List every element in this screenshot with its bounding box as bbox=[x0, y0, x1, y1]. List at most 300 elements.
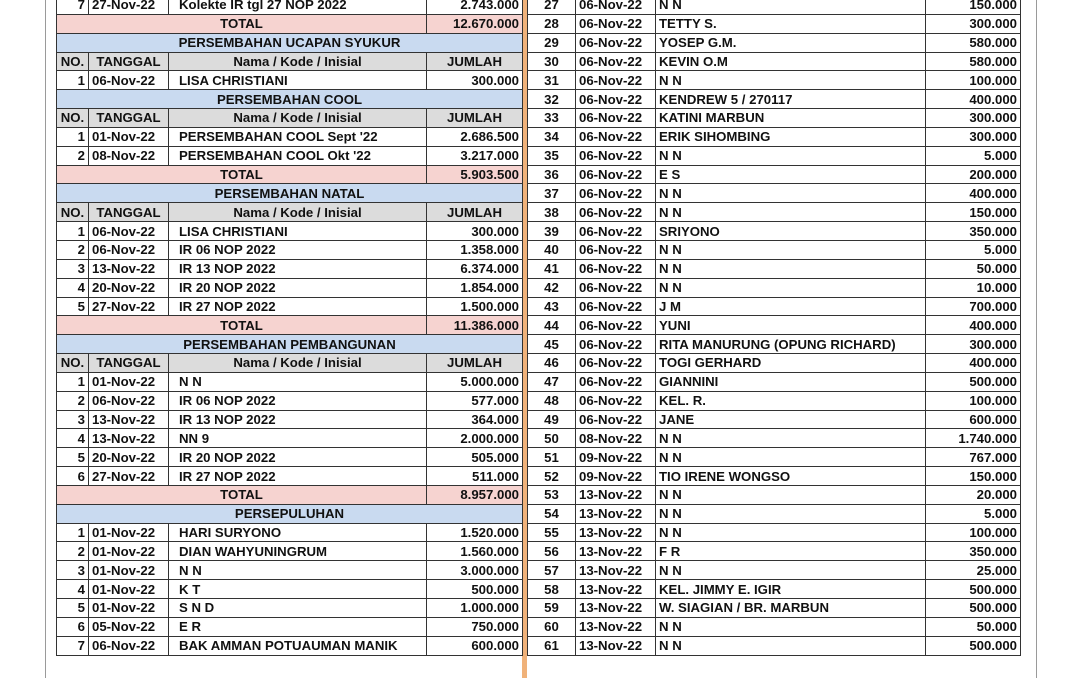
row-amount: 150.000 bbox=[926, 467, 1021, 486]
row-date: 06-Nov-22 bbox=[576, 354, 656, 373]
section-header bbox=[57, 335, 523, 354]
table-row bbox=[57, 542, 523, 561]
row-amount: 25.000 bbox=[926, 561, 1021, 580]
total-label: TOTAL bbox=[57, 485, 427, 504]
row-amount: 5.000 bbox=[926, 146, 1021, 165]
row-number: 4 bbox=[57, 580, 89, 599]
table-row bbox=[528, 410, 1021, 429]
row-number: 1 bbox=[57, 222, 89, 241]
table-row bbox=[528, 297, 1021, 316]
row-date: 27-Nov-22 bbox=[89, 0, 169, 14]
row-amount: 300.000 bbox=[926, 109, 1021, 128]
row-date: 01-Nov-22 bbox=[89, 542, 169, 561]
row-date: 27-Nov-22 bbox=[89, 297, 169, 316]
row-amount: 600.000 bbox=[926, 410, 1021, 429]
row-number: 31 bbox=[528, 71, 576, 90]
row-name: KEVIN O.M bbox=[656, 52, 926, 71]
row-number: 51 bbox=[528, 448, 576, 467]
row-amount: 300.000 bbox=[926, 14, 1021, 33]
table-row bbox=[528, 184, 1021, 203]
row-date: 08-Nov-22 bbox=[89, 146, 169, 165]
table-row bbox=[57, 561, 523, 580]
table-row bbox=[528, 372, 1021, 391]
row-date: 06-Nov-22 bbox=[576, 240, 656, 259]
row-name: LISA CHRISTIANI bbox=[169, 222, 427, 241]
row-amount: 3.217.000 bbox=[427, 146, 523, 165]
row-name: E S bbox=[656, 165, 926, 184]
row-name: RITA MANURUNG (OPUNG RICHARD) bbox=[656, 335, 926, 354]
row-amount: 6.374.000 bbox=[427, 259, 523, 278]
row-amount: 500.000 bbox=[926, 636, 1021, 655]
row-date: 06-Nov-22 bbox=[89, 636, 169, 655]
row-number: 36 bbox=[528, 165, 576, 184]
row-name: JANE bbox=[656, 410, 926, 429]
row-date: 06-Nov-22 bbox=[89, 391, 169, 410]
section-header bbox=[57, 504, 523, 523]
row-number: 58 bbox=[528, 580, 576, 599]
row-number: 3 bbox=[57, 259, 89, 278]
row-name: GIANNINI bbox=[656, 372, 926, 391]
row-number: 39 bbox=[528, 222, 576, 241]
row-date: 13-Nov-22 bbox=[576, 617, 656, 636]
row-name: IR 13 NOP 2022 bbox=[169, 259, 427, 278]
row-name: F R bbox=[656, 542, 926, 561]
row-date: 27-Nov-22 bbox=[89, 467, 169, 486]
row-name: N N bbox=[656, 523, 926, 542]
row-name: ERIK SIHOMBING bbox=[656, 127, 926, 146]
row-date: 06-Nov-22 bbox=[576, 127, 656, 146]
row-name: SRIYONO bbox=[656, 222, 926, 241]
row-amount: 2.743.000 bbox=[427, 0, 523, 14]
row-date: 20-Nov-22 bbox=[89, 448, 169, 467]
row-amount: 1.500.000 bbox=[427, 297, 523, 316]
row-date: 09-Nov-22 bbox=[576, 448, 656, 467]
header-name: Nama / Kode / Inisial bbox=[169, 354, 427, 373]
row-amount: 577.000 bbox=[427, 391, 523, 410]
row-number: 45 bbox=[528, 335, 576, 354]
header-amount: JUMLAH bbox=[427, 203, 523, 222]
row-name: PERSEMBAHAN COOL Okt '22 bbox=[169, 146, 427, 165]
section-title: PERSEMBAHAN UCAPAN SYUKUR bbox=[57, 33, 523, 52]
row-number: 1 bbox=[57, 372, 89, 391]
right-offering-table bbox=[527, 0, 1021, 656]
row-number: 47 bbox=[528, 372, 576, 391]
row-name: N N bbox=[656, 617, 926, 636]
row-number: 46 bbox=[528, 354, 576, 373]
table-row bbox=[57, 222, 523, 241]
row-name: N N bbox=[656, 259, 926, 278]
row-number: 42 bbox=[528, 278, 576, 297]
row-name: IR 13 NOP 2022 bbox=[169, 410, 427, 429]
total-row bbox=[57, 485, 523, 504]
row-date: 06-Nov-22 bbox=[576, 278, 656, 297]
row-name: KATINI MARBUN bbox=[656, 109, 926, 128]
table-row bbox=[57, 297, 523, 316]
row-amount: 505.000 bbox=[427, 448, 523, 467]
row-number: 53 bbox=[528, 485, 576, 504]
row-date: 06-Nov-22 bbox=[576, 391, 656, 410]
row-date: 01-Nov-22 bbox=[89, 580, 169, 599]
row-name: N N bbox=[656, 429, 926, 448]
table-row bbox=[528, 636, 1021, 655]
header-date: TANGGAL bbox=[89, 109, 169, 128]
header-name: Nama / Kode / Inisial bbox=[169, 203, 427, 222]
row-amount: 1.560.000 bbox=[427, 542, 523, 561]
row-name: TOGI GERHARD bbox=[656, 354, 926, 373]
row-date: 06-Nov-22 bbox=[576, 165, 656, 184]
row-number: 50 bbox=[528, 429, 576, 448]
row-number: 38 bbox=[528, 203, 576, 222]
table-row bbox=[528, 523, 1021, 542]
row-number: 7 bbox=[57, 0, 89, 14]
row-name: LISA CHRISTIANI bbox=[169, 71, 427, 90]
total-amount: 5.903.500 bbox=[427, 165, 523, 184]
row-date: 01-Nov-22 bbox=[89, 523, 169, 542]
table-row bbox=[528, 599, 1021, 618]
row-date: 01-Nov-22 bbox=[89, 599, 169, 618]
row-amount: 1.854.000 bbox=[427, 278, 523, 297]
row-date: 06-Nov-22 bbox=[89, 71, 169, 90]
row-name: TETTY S. bbox=[656, 14, 926, 33]
row-name: IR 06 NOP 2022 bbox=[169, 391, 427, 410]
table-row bbox=[57, 599, 523, 618]
row-amount: 750.000 bbox=[427, 617, 523, 636]
row-number: 7 bbox=[57, 636, 89, 655]
row-date: 06-Nov-22 bbox=[576, 316, 656, 335]
row-amount: 200.000 bbox=[926, 165, 1021, 184]
row-amount: 300.000 bbox=[427, 71, 523, 90]
row-number: 54 bbox=[528, 504, 576, 523]
row-date: 20-Nov-22 bbox=[89, 278, 169, 297]
row-number: 27 bbox=[528, 0, 576, 14]
row-amount: 600.000 bbox=[427, 636, 523, 655]
row-date: 09-Nov-22 bbox=[576, 467, 656, 486]
row-amount: 400.000 bbox=[926, 354, 1021, 373]
header-name: Nama / Kode / Inisial bbox=[169, 52, 427, 71]
table-row bbox=[528, 617, 1021, 636]
row-date: 06-Nov-22 bbox=[89, 222, 169, 241]
row-number: 3 bbox=[57, 410, 89, 429]
row-number: 5 bbox=[57, 448, 89, 467]
row-date: 05-Nov-22 bbox=[89, 617, 169, 636]
row-amount: 50.000 bbox=[926, 617, 1021, 636]
row-date: 06-Nov-22 bbox=[576, 297, 656, 316]
header-amount: JUMLAH bbox=[427, 109, 523, 128]
row-name: N N bbox=[656, 184, 926, 203]
row-amount: 100.000 bbox=[926, 391, 1021, 410]
row-amount: 3.000.000 bbox=[427, 561, 523, 580]
table-row bbox=[528, 316, 1021, 335]
header-no: NO. bbox=[57, 354, 89, 373]
row-number: 56 bbox=[528, 542, 576, 561]
row-name: W. SIAGIAN / BR. MARBUN bbox=[656, 599, 926, 618]
table-row bbox=[57, 259, 523, 278]
table-row bbox=[528, 259, 1021, 278]
row-date: 13-Nov-22 bbox=[576, 504, 656, 523]
row-date: 01-Nov-22 bbox=[89, 561, 169, 580]
row-amount: 100.000 bbox=[926, 71, 1021, 90]
table-row bbox=[528, 109, 1021, 128]
row-date: 13-Nov-22 bbox=[576, 485, 656, 504]
row-name: DIAN WAHYUNINGRUM bbox=[169, 542, 427, 561]
row-amount: 20.000 bbox=[926, 485, 1021, 504]
row-amount: 350.000 bbox=[926, 222, 1021, 241]
row-name: BAK AMMAN POTUAUMAN MANIK bbox=[169, 636, 427, 655]
row-date: 13-Nov-22 bbox=[89, 410, 169, 429]
row-name: N N bbox=[169, 372, 427, 391]
section-header bbox=[57, 184, 523, 203]
row-amount: 400.000 bbox=[926, 316, 1021, 335]
total-amount: 11.386.000 bbox=[427, 316, 523, 335]
row-number: 59 bbox=[528, 599, 576, 618]
row-number: 29 bbox=[528, 33, 576, 52]
row-number: 1 bbox=[57, 523, 89, 542]
row-date: 06-Nov-22 bbox=[576, 410, 656, 429]
row-number: 35 bbox=[528, 146, 576, 165]
row-number: 1 bbox=[57, 71, 89, 90]
table-row bbox=[528, 0, 1021, 14]
row-name: HARI SURYONO bbox=[169, 523, 427, 542]
row-name: IR 20 NOP 2022 bbox=[169, 278, 427, 297]
row-number: 60 bbox=[528, 617, 576, 636]
row-amount: 2.686.500 bbox=[427, 127, 523, 146]
row-amount: 400.000 bbox=[926, 90, 1021, 109]
header-date: TANGGAL bbox=[89, 203, 169, 222]
row-amount: 500.000 bbox=[427, 580, 523, 599]
table-row bbox=[528, 222, 1021, 241]
table-row bbox=[528, 429, 1021, 448]
row-number: 33 bbox=[528, 109, 576, 128]
section-title: PERSEMBAHAN NATAL bbox=[57, 184, 523, 203]
row-number: 4 bbox=[57, 429, 89, 448]
row-amount: 150.000 bbox=[926, 0, 1021, 14]
row-name: PERSEMBAHAN COOL Sept '22 bbox=[169, 127, 427, 146]
table-row bbox=[57, 523, 523, 542]
row-date: 06-Nov-22 bbox=[89, 240, 169, 259]
row-name: NN 9 bbox=[169, 429, 427, 448]
row-amount: 150.000 bbox=[926, 203, 1021, 222]
header-no: NO. bbox=[57, 109, 89, 128]
row-number: 6 bbox=[57, 467, 89, 486]
row-number: 34 bbox=[528, 127, 576, 146]
row-name: IR 20 NOP 2022 bbox=[169, 448, 427, 467]
row-date: 06-Nov-22 bbox=[576, 14, 656, 33]
table-row bbox=[57, 410, 523, 429]
table-row bbox=[528, 146, 1021, 165]
row-date: 06-Nov-22 bbox=[576, 33, 656, 52]
row-date: 06-Nov-22 bbox=[576, 146, 656, 165]
row-date: 13-Nov-22 bbox=[89, 259, 169, 278]
row-date: 06-Nov-22 bbox=[576, 259, 656, 278]
table-row bbox=[57, 372, 523, 391]
table-row bbox=[57, 448, 523, 467]
row-amount: 5.000.000 bbox=[427, 372, 523, 391]
row-name: N N bbox=[656, 71, 926, 90]
table-row bbox=[528, 485, 1021, 504]
table-row bbox=[528, 561, 1021, 580]
row-date: 13-Nov-22 bbox=[576, 636, 656, 655]
row-amount: 580.000 bbox=[926, 33, 1021, 52]
row-amount: 500.000 bbox=[926, 599, 1021, 618]
row-name: IR 27 NOP 2022 bbox=[169, 297, 427, 316]
row-number: 2 bbox=[57, 542, 89, 561]
row-date: 13-Nov-22 bbox=[576, 599, 656, 618]
row-name: KEL. JIMMY E. IGIR bbox=[656, 580, 926, 599]
section-title: PERSEMBAHAN COOL bbox=[57, 90, 523, 109]
row-amount: 500.000 bbox=[926, 580, 1021, 599]
row-number: 41 bbox=[528, 259, 576, 278]
row-name: N N bbox=[656, 203, 926, 222]
table-row bbox=[57, 71, 523, 90]
total-amount: 12.670.000 bbox=[427, 14, 523, 33]
section-title: PERSEPULUHAN bbox=[57, 504, 523, 523]
row-amount: 580.000 bbox=[926, 52, 1021, 71]
row-date: 06-Nov-22 bbox=[576, 71, 656, 90]
row-amount: 364.000 bbox=[427, 410, 523, 429]
row-name: E R bbox=[169, 617, 427, 636]
table-row bbox=[528, 71, 1021, 90]
table-row bbox=[528, 335, 1021, 354]
row-number: 49 bbox=[528, 410, 576, 429]
row-name: S N D bbox=[169, 599, 427, 618]
row-number: 2 bbox=[57, 146, 89, 165]
row-date: 01-Nov-22 bbox=[89, 372, 169, 391]
row-date: 06-Nov-22 bbox=[576, 335, 656, 354]
row-number: 3 bbox=[57, 561, 89, 580]
header-amount: JUMLAH bbox=[427, 354, 523, 373]
column-header-row bbox=[57, 52, 523, 71]
table-row bbox=[57, 127, 523, 146]
header-date: TANGGAL bbox=[89, 354, 169, 373]
row-number: 43 bbox=[528, 297, 576, 316]
section-header bbox=[57, 33, 523, 52]
row-number: 2 bbox=[57, 391, 89, 410]
row-date: 13-Nov-22 bbox=[576, 561, 656, 580]
row-number: 1 bbox=[57, 127, 89, 146]
table-row bbox=[57, 240, 523, 259]
table-row bbox=[57, 278, 523, 297]
row-date: 06-Nov-22 bbox=[576, 372, 656, 391]
row-amount: 100.000 bbox=[926, 523, 1021, 542]
row-name: IR 06 NOP 2022 bbox=[169, 240, 427, 259]
row-name: N N bbox=[656, 448, 926, 467]
row-amount: 1.000.000 bbox=[427, 599, 523, 618]
row-amount: 511.000 bbox=[427, 467, 523, 486]
row-name: N N bbox=[656, 504, 926, 523]
row-date: 06-Nov-22 bbox=[576, 0, 656, 14]
row-name: N N bbox=[656, 0, 926, 14]
row-number: 44 bbox=[528, 316, 576, 335]
table-row bbox=[528, 127, 1021, 146]
table-row bbox=[528, 467, 1021, 486]
table-row bbox=[528, 448, 1021, 467]
table-row bbox=[528, 90, 1021, 109]
row-date: 06-Nov-22 bbox=[576, 184, 656, 203]
table-row bbox=[57, 429, 523, 448]
row-date: 06-Nov-22 bbox=[576, 222, 656, 241]
table-row bbox=[528, 14, 1021, 33]
row-date: 13-Nov-22 bbox=[89, 429, 169, 448]
row-number: 28 bbox=[528, 14, 576, 33]
row-amount: 700.000 bbox=[926, 297, 1021, 316]
row-amount: 5.000 bbox=[926, 504, 1021, 523]
row-name: IR 27 NOP 2022 bbox=[169, 467, 427, 486]
row-name: N N bbox=[656, 636, 926, 655]
row-amount: 300.000 bbox=[926, 335, 1021, 354]
row-name: N N bbox=[656, 561, 926, 580]
row-amount: 50.000 bbox=[926, 259, 1021, 278]
header-name: Nama / Kode / Inisial bbox=[169, 109, 427, 128]
table-row bbox=[528, 354, 1021, 373]
row-number: 40 bbox=[528, 240, 576, 259]
row-number: 4 bbox=[57, 278, 89, 297]
header-date: TANGGAL bbox=[89, 52, 169, 71]
row-name: YOSEP G.M. bbox=[656, 33, 926, 52]
row-number: 5 bbox=[57, 599, 89, 618]
column-header-row bbox=[57, 109, 523, 128]
row-name: YUNI bbox=[656, 316, 926, 335]
row-name: KENDREW 5 / 270117 bbox=[656, 90, 926, 109]
row-amount: 10.000 bbox=[926, 278, 1021, 297]
row-name: N N bbox=[656, 146, 926, 165]
row-amount: 2.000.000 bbox=[427, 429, 523, 448]
row-amount: 400.000 bbox=[926, 184, 1021, 203]
row-date: 08-Nov-22 bbox=[576, 429, 656, 448]
table-row bbox=[57, 146, 523, 165]
total-label: TOTAL bbox=[57, 316, 427, 335]
table-row bbox=[528, 278, 1021, 297]
row-name: K T bbox=[169, 580, 427, 599]
row-number: 52 bbox=[528, 467, 576, 486]
row-name: N N bbox=[656, 278, 926, 297]
row-amount: 350.000 bbox=[926, 542, 1021, 561]
row-number: 61 bbox=[528, 636, 576, 655]
row-date: 06-Nov-22 bbox=[576, 52, 656, 71]
table-row bbox=[528, 580, 1021, 599]
row-amount: 1.740.000 bbox=[926, 429, 1021, 448]
table-row bbox=[57, 467, 523, 486]
header-no: NO. bbox=[57, 52, 89, 71]
row-number: 55 bbox=[528, 523, 576, 542]
table-row bbox=[57, 580, 523, 599]
row-name: N N bbox=[656, 485, 926, 504]
row-amount: 1.520.000 bbox=[427, 523, 523, 542]
row-amount: 1.358.000 bbox=[427, 240, 523, 259]
section-title: PERSEMBAHAN PEMBANGUNAN bbox=[57, 335, 523, 354]
row-number: 37 bbox=[528, 184, 576, 203]
row-amount: 767.000 bbox=[926, 448, 1021, 467]
table-row bbox=[528, 542, 1021, 561]
row-number: 30 bbox=[528, 52, 576, 71]
total-row bbox=[57, 316, 523, 335]
total-label: TOTAL bbox=[57, 165, 427, 184]
row-date: 01-Nov-22 bbox=[89, 127, 169, 146]
row-date: 06-Nov-22 bbox=[576, 90, 656, 109]
table-row bbox=[57, 391, 523, 410]
row-number: 2 bbox=[57, 240, 89, 259]
row-date: 13-Nov-22 bbox=[576, 580, 656, 599]
row-name: N N bbox=[656, 240, 926, 259]
row-number: 48 bbox=[528, 391, 576, 410]
row-name: Kolekte IR tgl 27 NOP 2022 bbox=[169, 0, 427, 14]
row-amount: 300.000 bbox=[427, 222, 523, 241]
table-row bbox=[528, 203, 1021, 222]
table-row bbox=[528, 504, 1021, 523]
row-date: 06-Nov-22 bbox=[576, 203, 656, 222]
column-header-row bbox=[57, 354, 523, 373]
table-row bbox=[528, 33, 1021, 52]
row-name: J M bbox=[656, 297, 926, 316]
